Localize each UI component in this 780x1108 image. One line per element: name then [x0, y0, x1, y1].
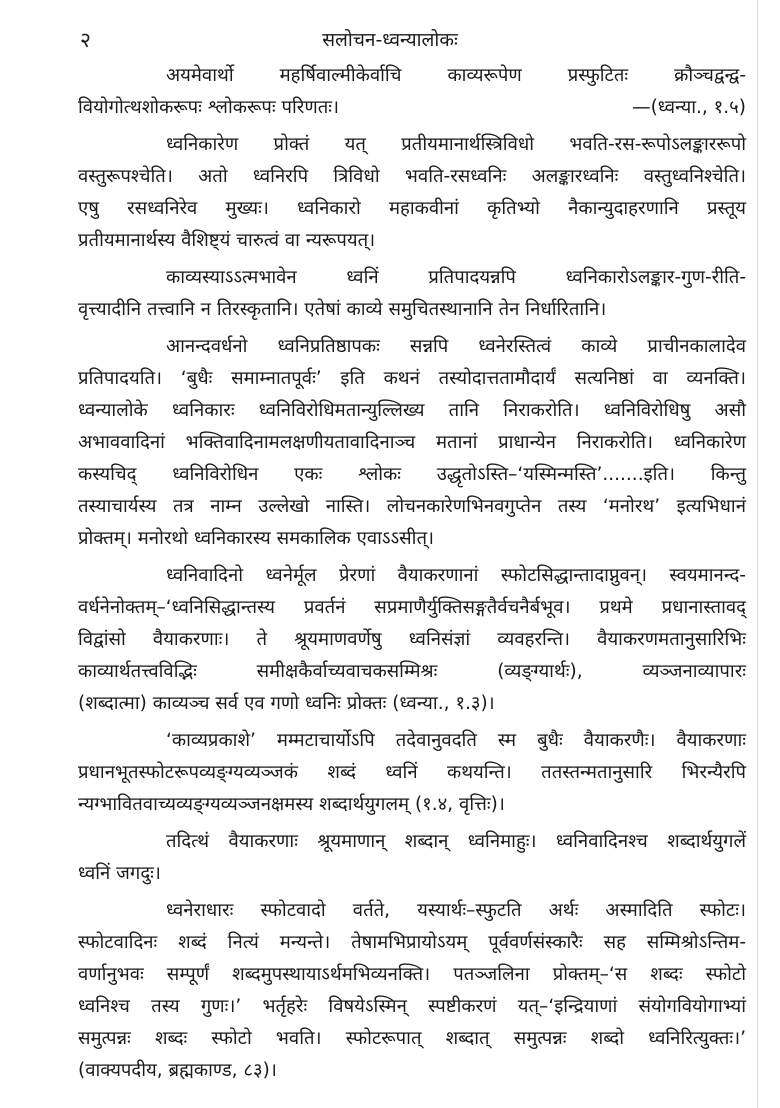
- text-line: ध्वनेराधारः स्फोटवादो वर्तते, यस्यार्थः–स्फुटति अर्थः अस्मादिति स्फोटः।: [166, 900, 746, 921]
- citation: —(ध्वन्या., १.५): [632, 97, 746, 118]
- text-line: ध्वन्यालोके ध्वनिकारः ध्वनिविरोधिमतान्युल्लिख्य तानि निराकरोति। ध्वनिविरोधिषु असौ: [78, 400, 746, 421]
- text-line: (शब्दात्मा) काव्यञ्च सर्व एव गणो ध्वनिः प्रोक्तः (ध्वन्या., १.३)।: [78, 693, 495, 714]
- paragraph: [78, 262, 746, 326]
- text-line: वृत्त्यादीनि तत्त्वानि न तिरस्कृतानि। एतेषां काव्ये समुचितस्थानानि तेन निर्धारितानि।: [78, 299, 607, 320]
- text-line: ध्वनिवादिनो ध्वनेर्मूल प्रेरणां वैयाकरणानां स्फोटसिद्धान्तादाप्नुवन्। स्वयमानन्द-: [166, 565, 746, 586]
- text-line: आनन्दवर्धनो ध्वनिप्रतिष्ठापकः सन्नपि ध्वनेरस्तित्वं काव्ये प्राचीनकालादेव: [166, 336, 746, 357]
- page-edge: [757, 0, 758, 1108]
- text-line: प्रतीयमानार्थस्य वैशिष्ट्यं चारुत्वं वा न्यरूपयत्।: [78, 230, 376, 251]
- text-line: कस्यचिद् ध्वनिविरोधिन एकः श्लोकः उद्धृतोऽस्ति–‘यस्मिन्मस्ति’.......इति। किन्तु: [78, 464, 746, 485]
- text-line: प्रतिपादयति। ‘बुधैः समाम्नातपूर्वः’ इति कथनं तस्योदात्ततामौदार्यं सत्यनिष्ठां वा व्यनक्ति।: [78, 368, 746, 389]
- running-title: सलोचन-ध्वन्यालोकः: [322, 29, 458, 51]
- text-line: न्यग्भावितवाच्यव्यङ्ग्यव्यञ्जनक्षमस्य शब्दार्थयुगलम् (१.४, वृत्तिः)।: [78, 794, 505, 815]
- text-line: वर्णानुभवः सम्पूर्णं शब्दमुपस्थायाऽर्थमभिव्यनक्ति। पतञ्जलिना प्रोक्तम्–‘स शब्दः स्फोटो: [78, 964, 746, 985]
- text-line: एषु रसध्वनिरेव मुख्यः। ध्वनिकारो महाकवीनां कृतिभ्यो नैकान्युदाहरणानि प्रस्तूय: [78, 198, 746, 219]
- paragraph: [78, 129, 746, 257]
- text-line: तस्याचार्यस्य तत्र नाम्न उल्लेखो नास्ति। लोचनकारेणभिनवगुप्तेन तस्य ‘मनोरथ’ इत्यभिधानं: [78, 496, 746, 517]
- paragraph: [78, 560, 746, 720]
- page-body: [78, 60, 746, 1092]
- text-line: अभाववादिनां भक्तिवादिनामलक्षणीयतावादिनाञ्च मतानां प्राधान्येन निराकरोति। ध्वनिकारेण: [78, 432, 746, 453]
- text-line: काव्यस्याऽऽत्मभावेन ध्वनिं प्रतिपादयन्नपि ध्वनिकारोऽलङ्कार-गुण-रीति-: [166, 267, 746, 288]
- text-line: [78, 92, 746, 124]
- text-line: वर्धनेनोक्तम्–‘ध्वनिसिद्धान्तस्य प्रवर्तनं सप्रमाणैर्युक्तिसङ्गतैर्वचनैर्बभूव। प्रथमे प्रधानास्तावद्: [78, 597, 746, 618]
- paragraph: [78, 826, 746, 890]
- paragraph: [78, 895, 746, 1087]
- text-line: प्रोक्तम्। मनोरथो ध्वनिकारस्य समकालिक एवाऽऽसीत्।: [78, 528, 435, 549]
- page-number: २: [80, 28, 91, 52]
- paragraph: [78, 725, 746, 821]
- text-line: विद्वांसो वैयाकरणाः। ते श्रूयमाणवर्णेषु ध्वनिसंज्ञां व्यवहरन्ति। वैयाकरणमतानुसारिभिः: [78, 629, 746, 650]
- text-line: काव्यार्थतत्त्वविद्भिः समीक्षकैर्वाच्यवाचकसम्मिश्रः (व्यङ्ग्यार्थः), व्यञ्जनाव्यापारः: [78, 661, 746, 682]
- text-line: वस्तुरूपश्चेति। अतो ध्वनिरपि त्रिविधो भवति-रसध्वनिः अलङ्कारध्वनिः वस्तुध्वनिश्चेति।: [78, 166, 746, 187]
- text-line: समुत्पन्नः शब्दः स्फोटो भवति। स्फोटरूपात् शब्दात् समुत्पन्नः शब्दो ध्वनिरित्युक्तः।’: [78, 1028, 746, 1049]
- text-line: ‘काव्यप्रकाशे’ मम्मटाचार्योऽपि तदेवानुवदति स्म बुधैः वैयाकरणैः। वैयाकरणाः: [166, 730, 746, 751]
- text-line: स्फोटवादिनः शब्दं नित्यं मन्यन्ते। तेषामभिप्रायोऽयम् पूर्ववर्णसंस्कारैः सह सम्मिश्रोऽन्तिम-: [78, 932, 746, 953]
- paragraph: [78, 331, 746, 555]
- text-line: ध्वनिं जगदुः।: [78, 863, 161, 884]
- text-line-content: वियोगोत्थशोकरूपः श्लोकरूपः परिणतः।: [78, 97, 339, 118]
- text-line: तदित्थं वैयाकरणाः श्रूयमाणान् शब्दान् ध्वनिमाहुः। ध्वनिवादिनश्च शब्दार्थयुगलें: [166, 831, 746, 852]
- text-line: (वाक्यपदीय, ब्रह्मकाण्ड, ८३)।: [78, 1060, 277, 1081]
- paragraph: [78, 60, 746, 124]
- text-line: ध्वनिकारेण प्रोक्तं यत् प्रतीयमानार्थस्त्रिविधो भवति-रस-रूपोऽलङ्काररूपो: [166, 134, 746, 155]
- text-line: प्रधानभूतस्फोटरूपव्यङ्ग्यव्यञ्जकं शब्दं ध्वनिं कथयन्ति। ततस्तन्मतानुसारि भिरन्यैरपि: [78, 762, 746, 783]
- text-line: अयमेवार्थो महर्षिवाल्मीकेर्वाचि काव्यरूपेण प्रस्फुटितः क्रौञ्चद्वन्द्व-: [166, 65, 746, 86]
- text-line: ध्वनिश्च तस्य गुणः।’ भर्तृहरेः विषयेऽस्मिन् स्पष्टीकरणं यत्–‘इन्द्रियाणां संयोगवियोगाभ्यां: [78, 996, 746, 1017]
